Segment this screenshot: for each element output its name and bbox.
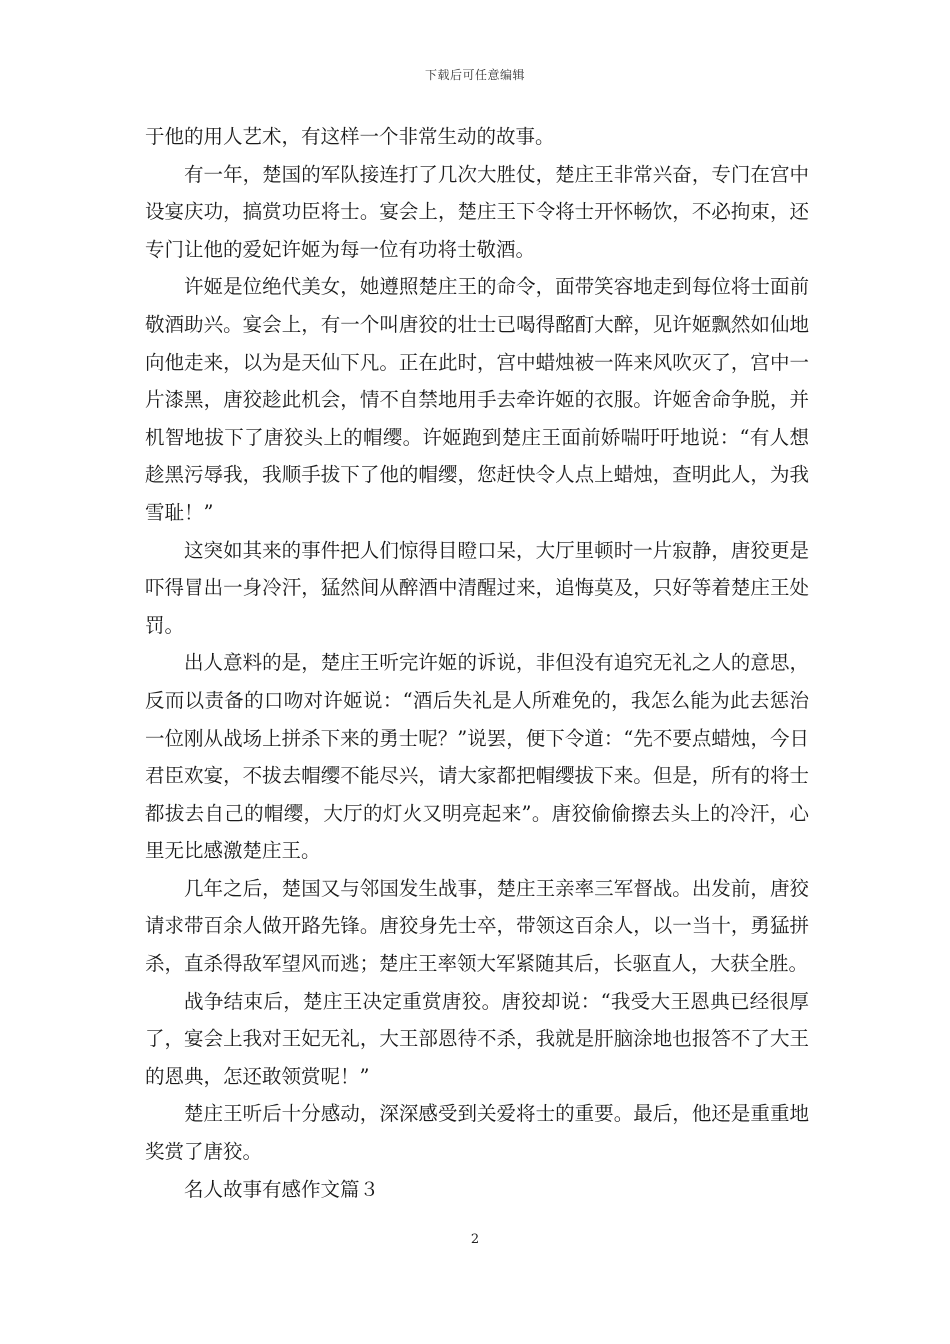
paragraph-continuation: 于他的用人艺术，有这样一个非常生动的故事。: [145, 125, 555, 148]
paragraph: 这突如其来的事件把人们惊得目瞪口呆，大厅里顿时一片寂静，唐狡更是吓得冒出一身冷汗，猛然间从醉酒中清醒过来，追悔莫及，只好等着楚庄王处罚。: [145, 538, 809, 637]
paragraph: 几年之后，楚国又与邻国发生战事，楚庄王亲率三军督战。出发前，唐狡请求带百余人做开路先锋。唐狡身先士卒，带领这百余人，以一当十，勇猛拼杀，直杀得敌军望风而逃；楚庄王率领大军紧随其后，长驱直人，大获全胜。: [145, 876, 809, 976]
section-heading: 名人故事有感作文篇３: [184, 1177, 380, 1201]
page-header: 下载后可任意编辑: [424, 68, 525, 82]
page-number: 2: [470, 1232, 480, 1247]
paragraph: 战争结束后，楚庄王决定重赏唐狡。唐狡却说：“我受大王恩典已经很厚了，宴会上我对王妃无礼，大王部恩待不杀，我就是肝脑涂地也报答不了大王的恩典，怎还敢领赏呢！”: [145, 989, 809, 1088]
paragraph: 许姬是位绝代美女，她遵照楚庄王的命令，面带笑容地走到每位将士面前敬酒助兴。宴会上，有一个叫唐狡的壮士已喝得酩酊大醉，见许姬飘然如仙地向他走来，以为是天仙下凡。正在此时，宫中蜡烛被一阵来风吹灭了，宫中一片漆黑，唐狡趁此机会，情不自禁地用手去牵许姬的衣服。许姬舍命争脱，并机智地拔下了唐狡头上的帽缨。许姬跑到楚庄王面前娇喘吁吁地说：“有人想趁黑污辱我，我顺手拔下了他的帽缨，您赶快令人点上蜡烛，查明此人，为我雪耻！”: [145, 275, 809, 524]
paragraph: 有一年，楚国的军队接连打了几次大胜仗，楚庄王非常兴奋，专门在宫中设宴庆功，搞赏功臣将士。宴会上，楚庄王下令将士开怀畅饮，不必拘束，还专门让他的爱妃许姬为每一位有功将士敬酒。: [145, 162, 809, 261]
document-body: [145, 118, 809, 1208]
paragraph: 出人意料的是，楚庄王听完许姬的诉说，非但没有追究无礼之人的意思，反而以责备的口吻对许姬说：“酒后失礼是人所难免的，我怎么能为此去惩治一位刚从战场上拼杀下来的勇士呢？”说罢，便下令道：“先不要点蜡烛，今日君臣欢宴，不拔去帽缨不能尽兴，请大家都把帽缨拔下来。但是，所有的将士都拔去自己的帽缨，大厅的灯火又明亮起来”。唐狡偷偷擦去头上的冷汗，心里无比感激楚庄王。: [145, 651, 809, 863]
paragraph: 楚庄王听后十分感动，深深感受到关爱将士的重要。最后，他还是重重地奖赏了唐狡。: [145, 1102, 809, 1164]
